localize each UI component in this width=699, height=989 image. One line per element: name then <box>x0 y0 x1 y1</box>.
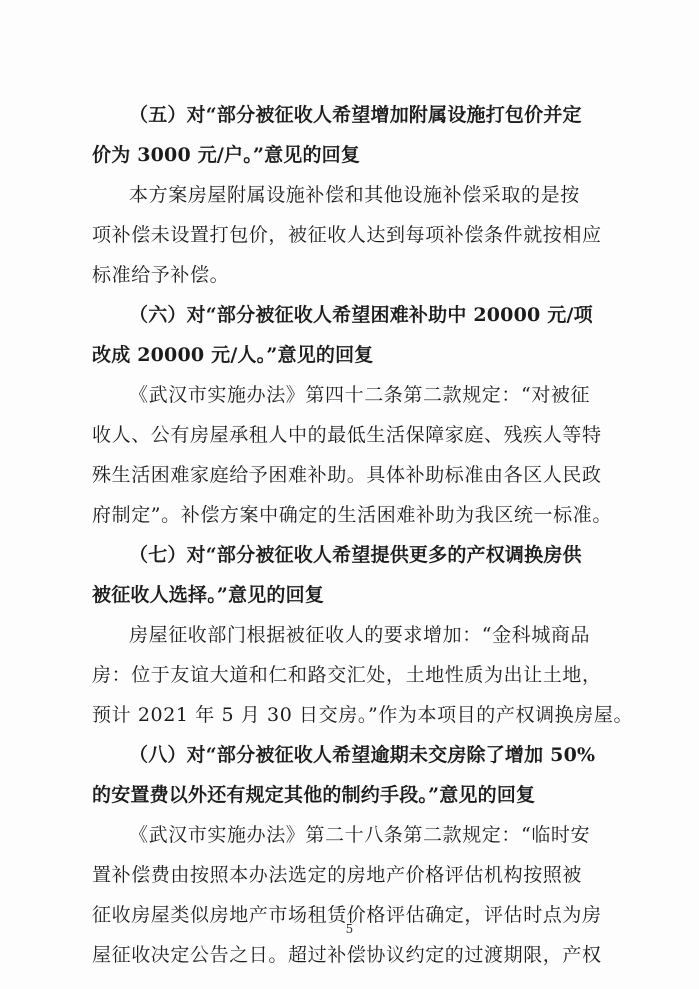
body-text-line: 房：位于友谊大道和仁和路交汇处，土地性质为出让土地， <box>92 664 602 686</box>
body-text-line: 《武汉市实施办法》第二十八条第二款规定：“临时安 <box>129 824 591 846</box>
section-heading-line: （五）对“部分被征收人希望增加附属设施打包价并定 <box>129 104 582 126</box>
body-text-line: 房屋征收部门根据被征收人的要求增加：“金科城商品 <box>129 624 591 646</box>
section-heading-line: 价为 3000 元/户。”意见的回复 <box>92 144 361 166</box>
body-text-line: 殊生活困难家庭给予困难补助。具体补助标准由各区人民政 <box>92 464 602 486</box>
body-text-line: 预计 2021 年 5 月 30 日交房。”作为本项目的产权调换房屋。 <box>92 704 634 726</box>
page-number: 5 <box>345 922 354 936</box>
body-text-line: 府制定”。补偿方案中确定的生活困难补助为我区统一标准。 <box>92 504 612 526</box>
body-text-line: 收人、公有房屋承租人中的最低生活保障家庭、残疾人等特 <box>92 424 602 446</box>
body-text-line: 《武汉市实施办法》第四十二条第二款规定：“对被征 <box>129 384 591 406</box>
section-heading-line: （八）对“部分被征收人希望逾期未交房除了增加 50% <box>129 744 596 766</box>
body-text-line: 标准给予补偿。 <box>92 264 230 286</box>
document-body <box>92 95 634 975</box>
section-heading-line: （七）对“部分被征收人希望提供更多的产权调换房供 <box>129 544 582 566</box>
section-heading-line: 改成 20000 元/人。”意见的回复 <box>92 344 374 366</box>
body-text-line: 征收房屋类似房地产市场租赁价格评估确定，评估时点为房 <box>92 904 602 926</box>
section-heading-line: 被征收人选择。”意见的回复 <box>92 584 325 606</box>
body-text-line: 屋征收决定公告之日。超过补偿协议约定的过渡期限，产权 <box>92 944 602 966</box>
section-heading-line: 的安置费以外还有规定其他的制约手段。”意见的回复 <box>92 784 536 806</box>
body-text-line: 本方案房屋附属设施补偿和其他设施补偿采取的是按 <box>129 184 580 206</box>
section-heading-line: （六）对“部分被征收人希望困难补助中 20000 元/项 <box>129 304 593 326</box>
body-text-line: 置补偿费由按照本办法选定的房地产价格评估机构按照被 <box>92 864 583 886</box>
body-text-line: 项补偿未设置打包价，被征收人达到每项补偿条件就按相应 <box>92 224 602 246</box>
